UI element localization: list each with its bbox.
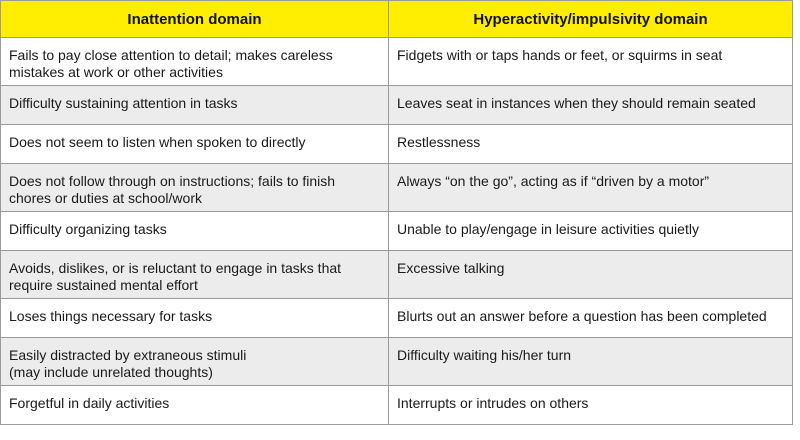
hyperactivity-cell: Unable to play/engage in leisure activities quietly bbox=[389, 212, 793, 251]
table-row bbox=[1, 338, 793, 386]
inattention-cell: Does not seem to listen when spoken to directly bbox=[1, 125, 389, 164]
inattention-cell: Difficulty sustaining attention in tasks bbox=[1, 86, 389, 125]
hyperactivity-cell: Leaves seat in instances when they should remain seated bbox=[389, 86, 793, 125]
table-row bbox=[1, 386, 793, 425]
table-row bbox=[1, 86, 793, 125]
table-row bbox=[1, 38, 793, 86]
inattention-cell: Easily distracted by extraneous stimuli (may include unrelated thoughts) bbox=[1, 338, 389, 386]
hyperactivity-cell: Interrupts or intrudes on others bbox=[389, 386, 793, 425]
inattention-cell: Loses things necessary for tasks bbox=[1, 299, 389, 338]
header-inattention: Inattention domain bbox=[1, 1, 389, 38]
header-hyperactivity: Hyperactivity/impulsivity domain bbox=[389, 1, 793, 38]
inattention-cell: Fails to pay close attention to detail; makes careless mistakes at work or other activities bbox=[1, 38, 389, 86]
inattention-cell: Difficulty organizing tasks bbox=[1, 212, 389, 251]
hyperactivity-cell: Always “on the go”, acting as if “driven by a motor” bbox=[389, 164, 793, 212]
table-header-row bbox=[1, 1, 793, 38]
table-row bbox=[1, 125, 793, 164]
table-row bbox=[1, 251, 793, 299]
hyperactivity-cell: Fidgets with or taps hands or feet, or squirms in seat bbox=[389, 38, 793, 86]
hyperactivity-cell: Blurts out an answer before a question has been completed bbox=[389, 299, 793, 338]
table-row bbox=[1, 299, 793, 338]
hyperactivity-cell: Difficulty waiting his/her turn bbox=[389, 338, 793, 386]
table-row bbox=[1, 164, 793, 212]
hyperactivity-cell: Restlessness bbox=[389, 125, 793, 164]
inattention-cell: Forgetful in daily activities bbox=[1, 386, 389, 425]
inattention-cell: Does not follow through on instructions; fails to finish chores or duties at school/work bbox=[1, 164, 389, 212]
table-row bbox=[1, 212, 793, 251]
hyperactivity-cell: Excessive talking bbox=[389, 251, 793, 299]
inattention-cell: Avoids, dislikes, or is reluctant to engage in tasks that require sustained mental effort bbox=[1, 251, 389, 299]
